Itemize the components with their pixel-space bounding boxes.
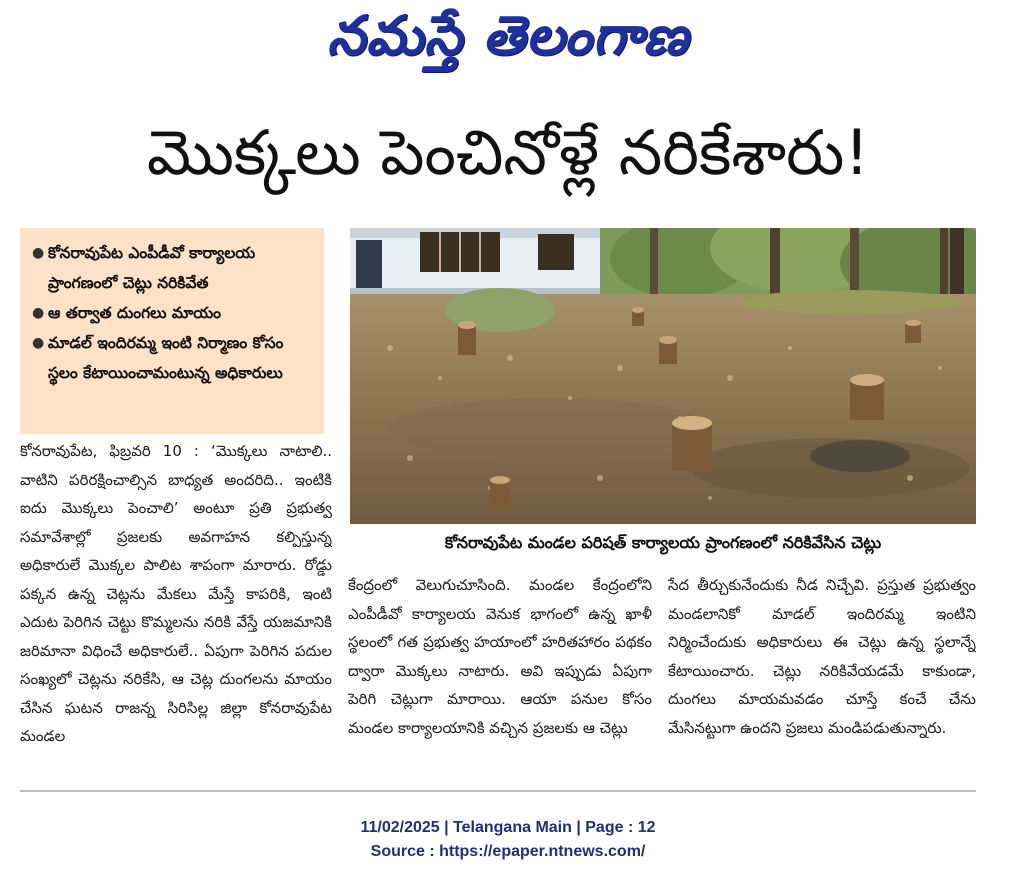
news-photo [350, 228, 976, 524]
article-column-1: కోనరావుపేట, ఫిబ్రవరి 10 : ‘మొక్కలు నాటాలి.. వాటిని పరిరక్షించాల్సిన బాధ్యత అందరిది.. ఇంటికి ఐదు మొక్కలు పెంచాలి’ అంటూ ప్రతి ప్రభుత్వ సమావేశాల్లో ప్రజలకు అవగాహన కల్పిస్తున్న అధికారులే మొక్కల పాలిట శాపంగా మారారు. రోడ్డు పక్కన ఉన్న చెట్లను మేకలు మేస్తే కాపరికి, ఇంటి ఎదుట పెరిగిన చెట్టు కొమ్మలను నరికి వేస్తే యజమానికి జరిమానా విధించే అధికారులే.. ఏపుగా పెరిగిన పదుల సంఖ్యలో చెట్లను నరికేసి, ఆ చెట్ల దుంగలను మాయం చేసిన ఘటన రాజన్న సిరిసిల్ల జిల్లా కోనరావుపేట మండల [20, 442, 332, 745]
page-footer [0, 816, 1016, 864]
bullet-icon: ● [32, 335, 45, 351]
masthead-title: నమస్తే తెలంగాణ [327, 3, 689, 67]
newspaper-masthead [0, 0, 1016, 84]
bullet-icon: ● [32, 245, 45, 261]
source-link[interactable]: Source : https://epaper.ntnews.com/ [370, 843, 646, 860]
highlight-item: ● మాడల్ ఇందిరమ్మ ఇంటి నిర్మాణం కోసం స్థలం కేటాయించామంటున్న అధికారులు [32, 328, 314, 388]
article-column-3: సేద తీర్చుకునేందుకు నీడ నిచ్చేవి. ప్రస్తుత ప్రభుత్వం మండలానికో మాడల్ ఇందిరమ్మ ఇంటిని నిర్మించేందుకు అధికారులు ఈ చెట్లు ఉన్న స్థలాన్నే కేటాయించారు. చెట్లు నరికివేయడమే కాకుండా, దుంగలు మాయమవడం చూస్తే కంచే చేను మేసినట్టుగా ఉందని ప్రజలు మండిపడుతున్నారు. [668, 576, 976, 737]
footer-divider [20, 790, 976, 792]
bullet-icon: ● [32, 305, 45, 321]
highlights-box [20, 228, 324, 434]
highlight-item: ● ఆ తర్వాత దుంగలు మాయం [32, 298, 314, 328]
highlight-item: ● కోనరావుపేట ఎంపీడీవో కార్యాలయ ప్రాంగణంలో చెట్లు నరికివేత [32, 238, 314, 298]
edition-info: 11/02/2025 | Telangana Main | Page : 12 [360, 819, 656, 836]
article-headline: మొక్కలు పెంచినోళ్లే నరికేశారు! [146, 116, 870, 189]
article-column-2: కేంద్రంలో వెలుగుచూసింది. మండల కేంద్రంలోని ఎంపీడీవో కార్యాలయ వెనుక భాగంలో ఉన్న ఖాళీ స్థలంలో గత ప్రభుత్వ హయాంలో హరితహారం పథకం ద్వారా మొక్కలు నాటారు. అవి ఇప్పుడు ఏపుగా పెరిగి చెట్లుగా మారాయి. ఆయా పనుల కోసం మండల కార్యాలయానికి వచ్చిన ప్రజలకు ఆ చెట్లు [348, 576, 652, 737]
photo-caption: కోనరావుపేట మండల పరిషత్ కార్యాలయ ప్రాంగణంలో నరికివేసిన చెట్లు [444, 532, 882, 552]
